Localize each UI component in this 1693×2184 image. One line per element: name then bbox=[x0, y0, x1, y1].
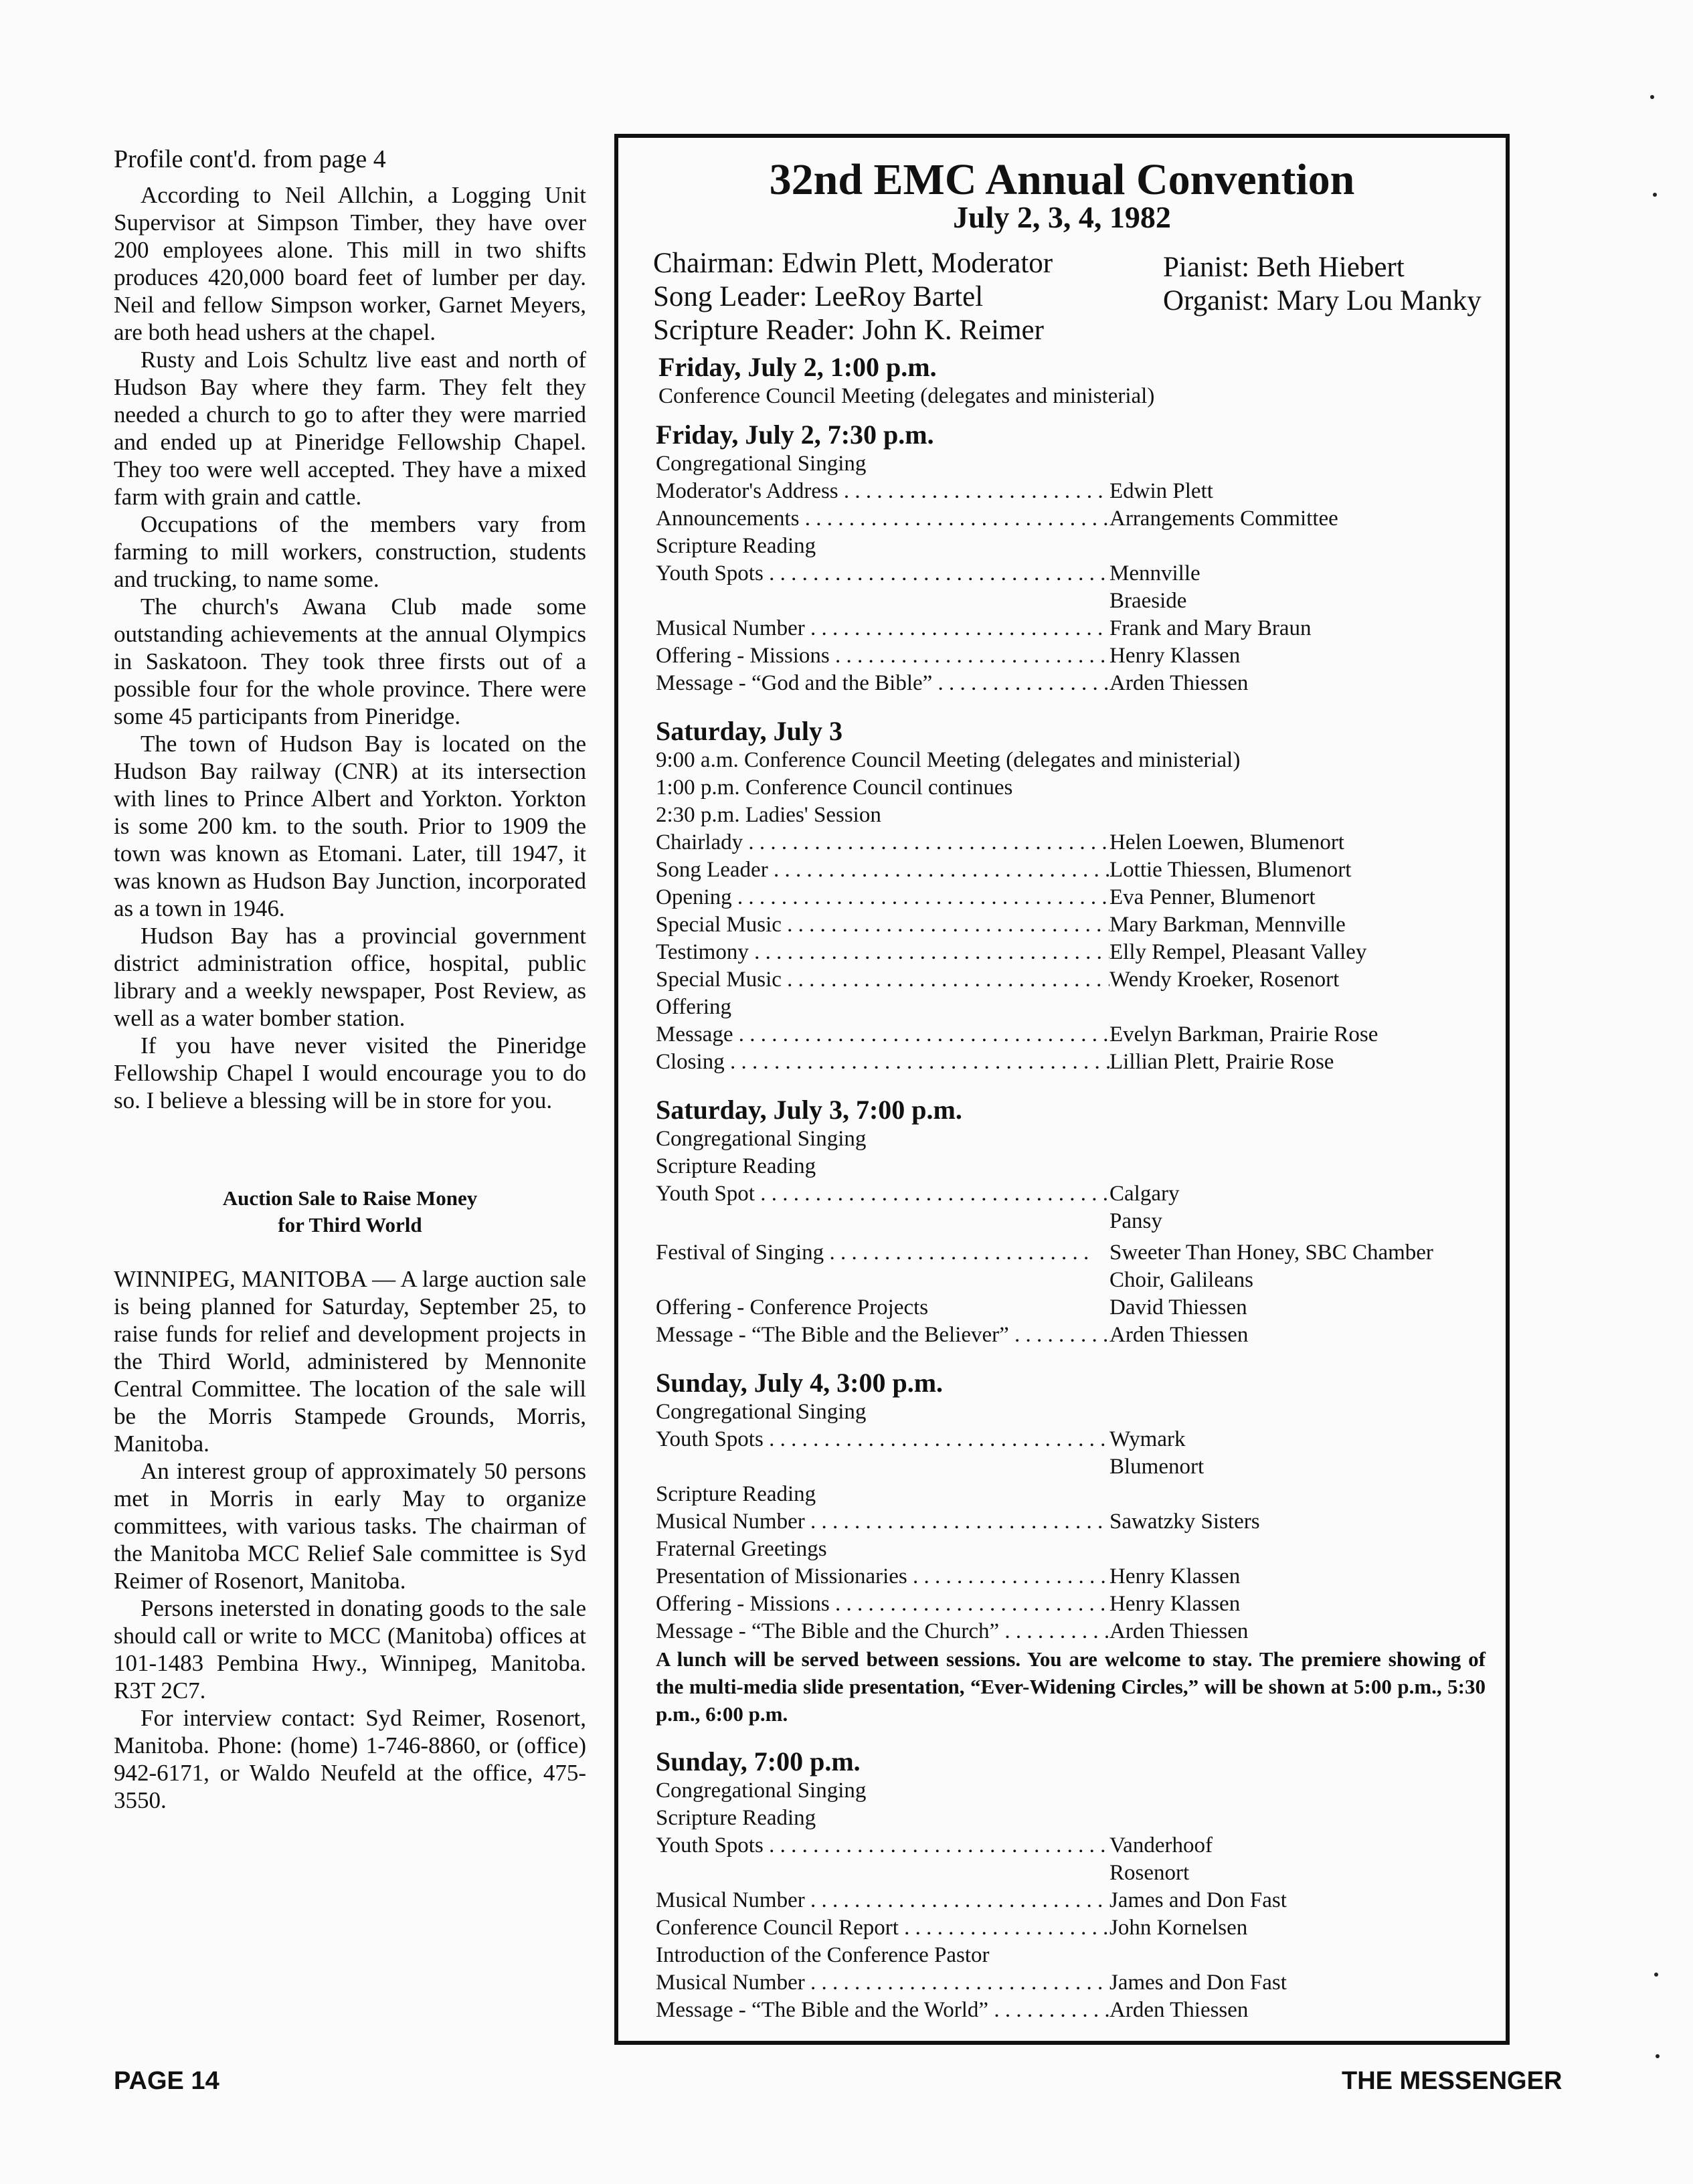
auction-paragraph: An interest group of approximately 50 persons met in Morris in early May to organize committees, with various tasks. The chairman of the Manitoba MCC Relief Sale committee is Syd Reimer of Rosenort, Manitoba. bbox=[114, 1458, 586, 1594]
item-label: Message . . . bbox=[656, 1021, 1109, 1049]
schedule-line: 2:30 p.m. Ladies' Session bbox=[656, 803, 881, 827]
item-label: Scripture Reading bbox=[656, 1482, 816, 1506]
item-value: Arden Thiessen bbox=[1109, 1998, 1249, 2022]
scan-speck bbox=[1650, 95, 1654, 99]
program-item bbox=[656, 1153, 1486, 1180]
program-item bbox=[656, 1914, 1486, 1942]
item-label: Congregational Singing bbox=[656, 452, 867, 476]
item-label: Introduction of the Conference Pastor bbox=[656, 1943, 990, 1967]
program-item bbox=[656, 1125, 1486, 1153]
item-value: Henry Klassen bbox=[1109, 1564, 1241, 1588]
item-label: Musical Number . . . bbox=[656, 1508, 1109, 1536]
item-label: Offering - Missions . . . bbox=[656, 1590, 1109, 1618]
program-item bbox=[656, 1239, 1486, 1267]
item-label: Congregational Singing bbox=[656, 1779, 867, 1803]
item-value: Calgary bbox=[1109, 1182, 1180, 1206]
auction-paragraph: For interview contact: Syd Reimer, Rosenort, Manitoba. Phone: (home) 1-746-8860, or (office) 942-6171, or Waldo Neufeld at the office, 475-3550. bbox=[114, 1705, 586, 1813]
program-item bbox=[656, 1942, 1486, 1969]
program-item bbox=[656, 615, 1486, 642]
item-label: Song Leader . . . bbox=[656, 856, 1109, 884]
item-value bbox=[1109, 1481, 1486, 1508]
program-item bbox=[656, 560, 1486, 587]
item-label: Festival of Singing . . . bbox=[656, 1239, 1092, 1267]
program-item bbox=[656, 1997, 1486, 2024]
item-label: Congregational Singing bbox=[656, 1127, 867, 1151]
item-continuation: Pansy bbox=[1109, 1209, 1162, 1233]
program-item bbox=[656, 966, 1486, 994]
program-item bbox=[656, 994, 1486, 1021]
auction-article-headline bbox=[114, 1185, 586, 1239]
item-value: Eva Penner, Blumenort bbox=[1109, 885, 1316, 909]
item-value bbox=[1109, 450, 1486, 478]
item-value: Wendy Kroeker, Rosenort bbox=[1109, 968, 1340, 992]
program-item bbox=[656, 1590, 1486, 1618]
song-leader: Song Leader: LeeRoy Bartel bbox=[653, 281, 984, 312]
scan-speck bbox=[1654, 1973, 1658, 1977]
item-value bbox=[1109, 1805, 1486, 1832]
item-value: Edwin Plett bbox=[1109, 479, 1213, 503]
item-label: Presentation of Missionaries . . . bbox=[656, 1563, 1109, 1590]
item-value bbox=[1109, 1942, 1486, 1969]
item-label: Message - “God and the Bible” . . . bbox=[656, 670, 1109, 697]
profile-paragraph: According to Neil Allchin, a Logging Unit Supervisor at Simpson Timber, they have over 200 employees alone. This mill in two shifts produces 420,000 board feet of lumber per day. Neil and fellow Simpson worker, Garnet Meyers, are both head ushers at the chapel. bbox=[114, 182, 586, 345]
program-item bbox=[656, 1398, 1486, 1426]
item-value: Frank and Mary Braun bbox=[1109, 616, 1312, 640]
profile-paragraph: Rusty and Lois Schultz live east and north of Hudson Bay where they farm. They felt they needed a church to go to after they were married and ended up at Pineridge Fellowship Chapel. They too were well accepted. They have a mixed farm with grain and cattle. bbox=[114, 347, 586, 510]
item-value: Henry Klassen bbox=[1109, 1592, 1241, 1616]
convention-dates: July 2, 3, 4, 1982 bbox=[953, 200, 1171, 234]
pianist: Pianist: Beth Hiebert bbox=[1163, 252, 1405, 283]
item-value bbox=[1109, 1125, 1486, 1153]
chairman: Chairman: Edwin Plett, Moderator bbox=[653, 248, 1053, 279]
lunch-note: A lunch will be served between sessions. You are welcome to stay. The premiere showing of the multi-media slide presentation, “Ever-Widening Circles,” will be shown at 5:00 p.m., 5:30 p.m., 6:00 p.m. bbox=[656, 1647, 1486, 1726]
program-item bbox=[656, 1481, 1486, 1508]
program-item bbox=[656, 670, 1486, 697]
item-value: Vanderhoof bbox=[1109, 1833, 1213, 1857]
item-label: Scripture Reading bbox=[656, 1154, 816, 1178]
program-item bbox=[656, 1832, 1486, 1859]
profile-paragraph: Hudson Bay has a provincial government district administration office, hospital, public library and a weekly newspaper, Post Review, as well as a water bomber station. bbox=[114, 923, 586, 1031]
item-label: Youth Spots . . . bbox=[656, 1426, 1109, 1453]
session-heading-friday-730pm: Friday, July 2, 7:30 p.m. bbox=[656, 420, 934, 450]
item-label: Special Music . . . bbox=[656, 911, 1109, 939]
publication-name: THE MESSENGER bbox=[1342, 2067, 1563, 2095]
schedule-line: 1:00 p.m. Conference Council continues bbox=[656, 776, 1013, 800]
item-value: James and Don Fast bbox=[1109, 1971, 1287, 1995]
item-label: Testimony . . . bbox=[656, 939, 1109, 966]
item-label: Moderator's Address . . . bbox=[656, 478, 1109, 505]
item-label: Fraternal Greetings bbox=[656, 1537, 827, 1561]
item-value: Arden Thiessen bbox=[1109, 671, 1249, 695]
program-item bbox=[656, 1777, 1486, 1805]
item-label: Special Music . . . bbox=[656, 966, 1109, 994]
item-value: Helen Loewen, Blumenort bbox=[1109, 830, 1344, 854]
item-value: Arden Thiessen bbox=[1109, 1323, 1249, 1347]
item-label: Scripture Reading bbox=[656, 534, 816, 558]
item-value bbox=[1109, 533, 1486, 560]
program-item bbox=[656, 1969, 1486, 1997]
program-item bbox=[656, 478, 1486, 505]
scan-speck bbox=[1653, 193, 1657, 197]
convention-title: 32nd EMC Annual Convention bbox=[769, 155, 1355, 204]
auction-paragraph: Persons inetersted in donating goods to the sale should call or write to MCC (Manitoba) offices at 101-1483 Pembina Hwy., Winnipeg, Manitoba. R3T 2C7. bbox=[114, 1595, 586, 1704]
item-label: Youth Spots . . . bbox=[656, 1832, 1109, 1859]
session-heading-friday-1pm: Friday, July 2, 1:00 p.m. bbox=[658, 352, 937, 382]
item-continuation: Choir, Galileans bbox=[1109, 1268, 1253, 1292]
profile-paragraph: The church's Awana Club made some outstanding achievements at the annual Olympics in Saskatoon. They took three firsts out of a possible four for the whole province. There were some 45 participants from Pineridge. bbox=[114, 594, 586, 729]
scripture-reader: Scripture Reader: John K. Reimer bbox=[653, 314, 1044, 346]
program-item bbox=[656, 884, 1486, 911]
item-continuation: Rosenort bbox=[1109, 1861, 1190, 1885]
program-item bbox=[656, 856, 1486, 884]
profile-paragraph: If you have never visited the Pineridge Fellowship Chapel I would encourage you to do so. I believe a blessing will be in store for you. bbox=[114, 1032, 586, 1113]
profile-paragraph: Occupations of the members vary from farming to mill workers, construction, students and trucking, to name some. bbox=[114, 511, 586, 592]
program-item bbox=[656, 1618, 1486, 1645]
scan-speck bbox=[1656, 2054, 1660, 2058]
program-item bbox=[656, 1805, 1486, 1832]
item-value: Mennville bbox=[1109, 561, 1200, 585]
program-item bbox=[656, 939, 1486, 966]
item-label: Youth Spots . . . bbox=[656, 560, 1109, 587]
item-value: Arrangements Committee bbox=[1109, 507, 1338, 531]
item-label: Offering - Conference Projects bbox=[656, 1295, 929, 1320]
item-label: Musical Number . . . bbox=[656, 1969, 1109, 1997]
item-value: Sweeter Than Honey, SBC Chamber bbox=[1109, 1241, 1433, 1265]
item-value bbox=[1109, 1777, 1486, 1805]
profile-paragraph: The town of Hudson Bay is located on the Hudson Bay railway (CNR) at its intersection with lines to Prince Albert and Yorkton. Yorkton is some 200 km. to the south. Prior to 1909 the town was known as Etomani. Later, till 1947, it was known as Hudson Bay Junction, incorporated as a town in 1946. bbox=[114, 731, 586, 921]
item-label: Scripture Reading bbox=[656, 1806, 816, 1830]
page-number: PAGE 14 bbox=[114, 2067, 219, 2095]
item-continuation: Blumenort bbox=[1109, 1455, 1205, 1479]
auction-headline-line: Auction Sale to Raise Money bbox=[222, 1186, 478, 1210]
item-value: John Kornelsen bbox=[1109, 1916, 1248, 1940]
program-item bbox=[656, 829, 1486, 856]
session-heading-sunday-7pm: Sunday, 7:00 p.m. bbox=[656, 1746, 861, 1777]
item-value: Lottie Thiessen, Blumenort bbox=[1109, 858, 1352, 882]
program-item bbox=[656, 533, 1486, 560]
program-item bbox=[656, 1322, 1486, 1349]
program-item bbox=[656, 911, 1486, 939]
program-item bbox=[656, 1563, 1486, 1590]
program-item bbox=[656, 1426, 1486, 1453]
item-value: Lillian Plett, Prairie Rose bbox=[1109, 1050, 1334, 1074]
item-label: Offering - Missions . . . bbox=[656, 642, 1109, 670]
program-item bbox=[656, 1508, 1486, 1536]
item-value: Sawatzky Sisters bbox=[1109, 1510, 1260, 1534]
item-label: Message - “The Bible and the Believer” . . . bbox=[656, 1322, 1109, 1349]
program-schedule bbox=[656, 352, 1486, 2024]
item-value: Elly Rempel, Pleasant Valley bbox=[1109, 940, 1367, 964]
auction-headline-line: for Third World bbox=[278, 1213, 422, 1237]
auction-paragraph: WINNIPEG, MANITOBA — A large auction sale is being planned for Saturday, September 25, to raise funds for relief and development projects in the Third World, administered by Mennonite Central Committee. The location of the sale will be the Morris Stampede Grounds, Morris, Manitoba. bbox=[114, 1266, 586, 1457]
item-value bbox=[1109, 1153, 1486, 1180]
item-value: Evelyn Barkman, Prairie Rose bbox=[1109, 1022, 1378, 1046]
item-label: Musical Number . . . bbox=[656, 1887, 1109, 1914]
item-value: Arden Thiessen bbox=[1109, 1619, 1249, 1643]
left-column bbox=[114, 146, 586, 1814]
item-value bbox=[1109, 994, 1486, 1021]
item-value bbox=[1109, 1398, 1486, 1426]
item-label: Chairlady . . . bbox=[656, 829, 1109, 856]
program-item bbox=[656, 642, 1486, 670]
item-continuation: Braeside bbox=[1109, 589, 1187, 613]
program-item bbox=[656, 1887, 1486, 1914]
item-label: Musical Number . . . bbox=[656, 615, 1109, 642]
program-item bbox=[656, 1021, 1486, 1049]
item-label: Opening . . . bbox=[656, 884, 1109, 911]
program-item bbox=[656, 1049, 1486, 1076]
program-item bbox=[656, 1536, 1486, 1563]
program-item bbox=[656, 1180, 1486, 1208]
session-note: Conference Council Meeting (delegates and ministerial) bbox=[658, 384, 1155, 408]
session-heading-saturday-7pm: Saturday, July 3, 7:00 p.m. bbox=[656, 1095, 962, 1125]
item-value: Mary Barkman, Mennville bbox=[1109, 913, 1346, 937]
session-heading-saturday: Saturday, July 3 bbox=[656, 716, 842, 746]
item-value: Henry Klassen bbox=[1109, 644, 1241, 668]
item-label: Offering bbox=[656, 995, 732, 1019]
profile-continued-heading: Profile cont'd. from page 4 bbox=[114, 145, 386, 173]
program-item bbox=[656, 450, 1486, 478]
convention-program-box bbox=[614, 134, 1510, 2045]
session-heading-sunday-3pm: Sunday, July 4, 3:00 p.m. bbox=[656, 1368, 944, 1398]
item-value: James and Don Fast bbox=[1109, 1888, 1287, 1912]
schedule-line: 9:00 a.m. Conference Council Meeting (delegates and ministerial) bbox=[656, 748, 1241, 772]
item-label: Conference Council Report . . . bbox=[656, 1914, 1109, 1942]
item-value bbox=[1109, 1536, 1486, 1563]
item-label: Announcements . . . bbox=[656, 505, 1109, 533]
program-item bbox=[656, 1294, 1486, 1322]
item-value: David Thiessen bbox=[1109, 1295, 1247, 1320]
item-value: Wymark bbox=[1109, 1427, 1186, 1451]
item-label: Closing . . . bbox=[656, 1049, 1109, 1076]
program-item bbox=[656, 505, 1486, 533]
item-label: Youth Spot . . . bbox=[656, 1180, 1109, 1208]
item-label: Message - “The Bible and the World” . . . bbox=[656, 1997, 1109, 2024]
item-label: Message - “The Bible and the Church” . . . bbox=[656, 1618, 1109, 1645]
item-label: Congregational Singing bbox=[656, 1400, 867, 1424]
organist: Organist: Mary Lou Manky bbox=[1163, 285, 1482, 316]
